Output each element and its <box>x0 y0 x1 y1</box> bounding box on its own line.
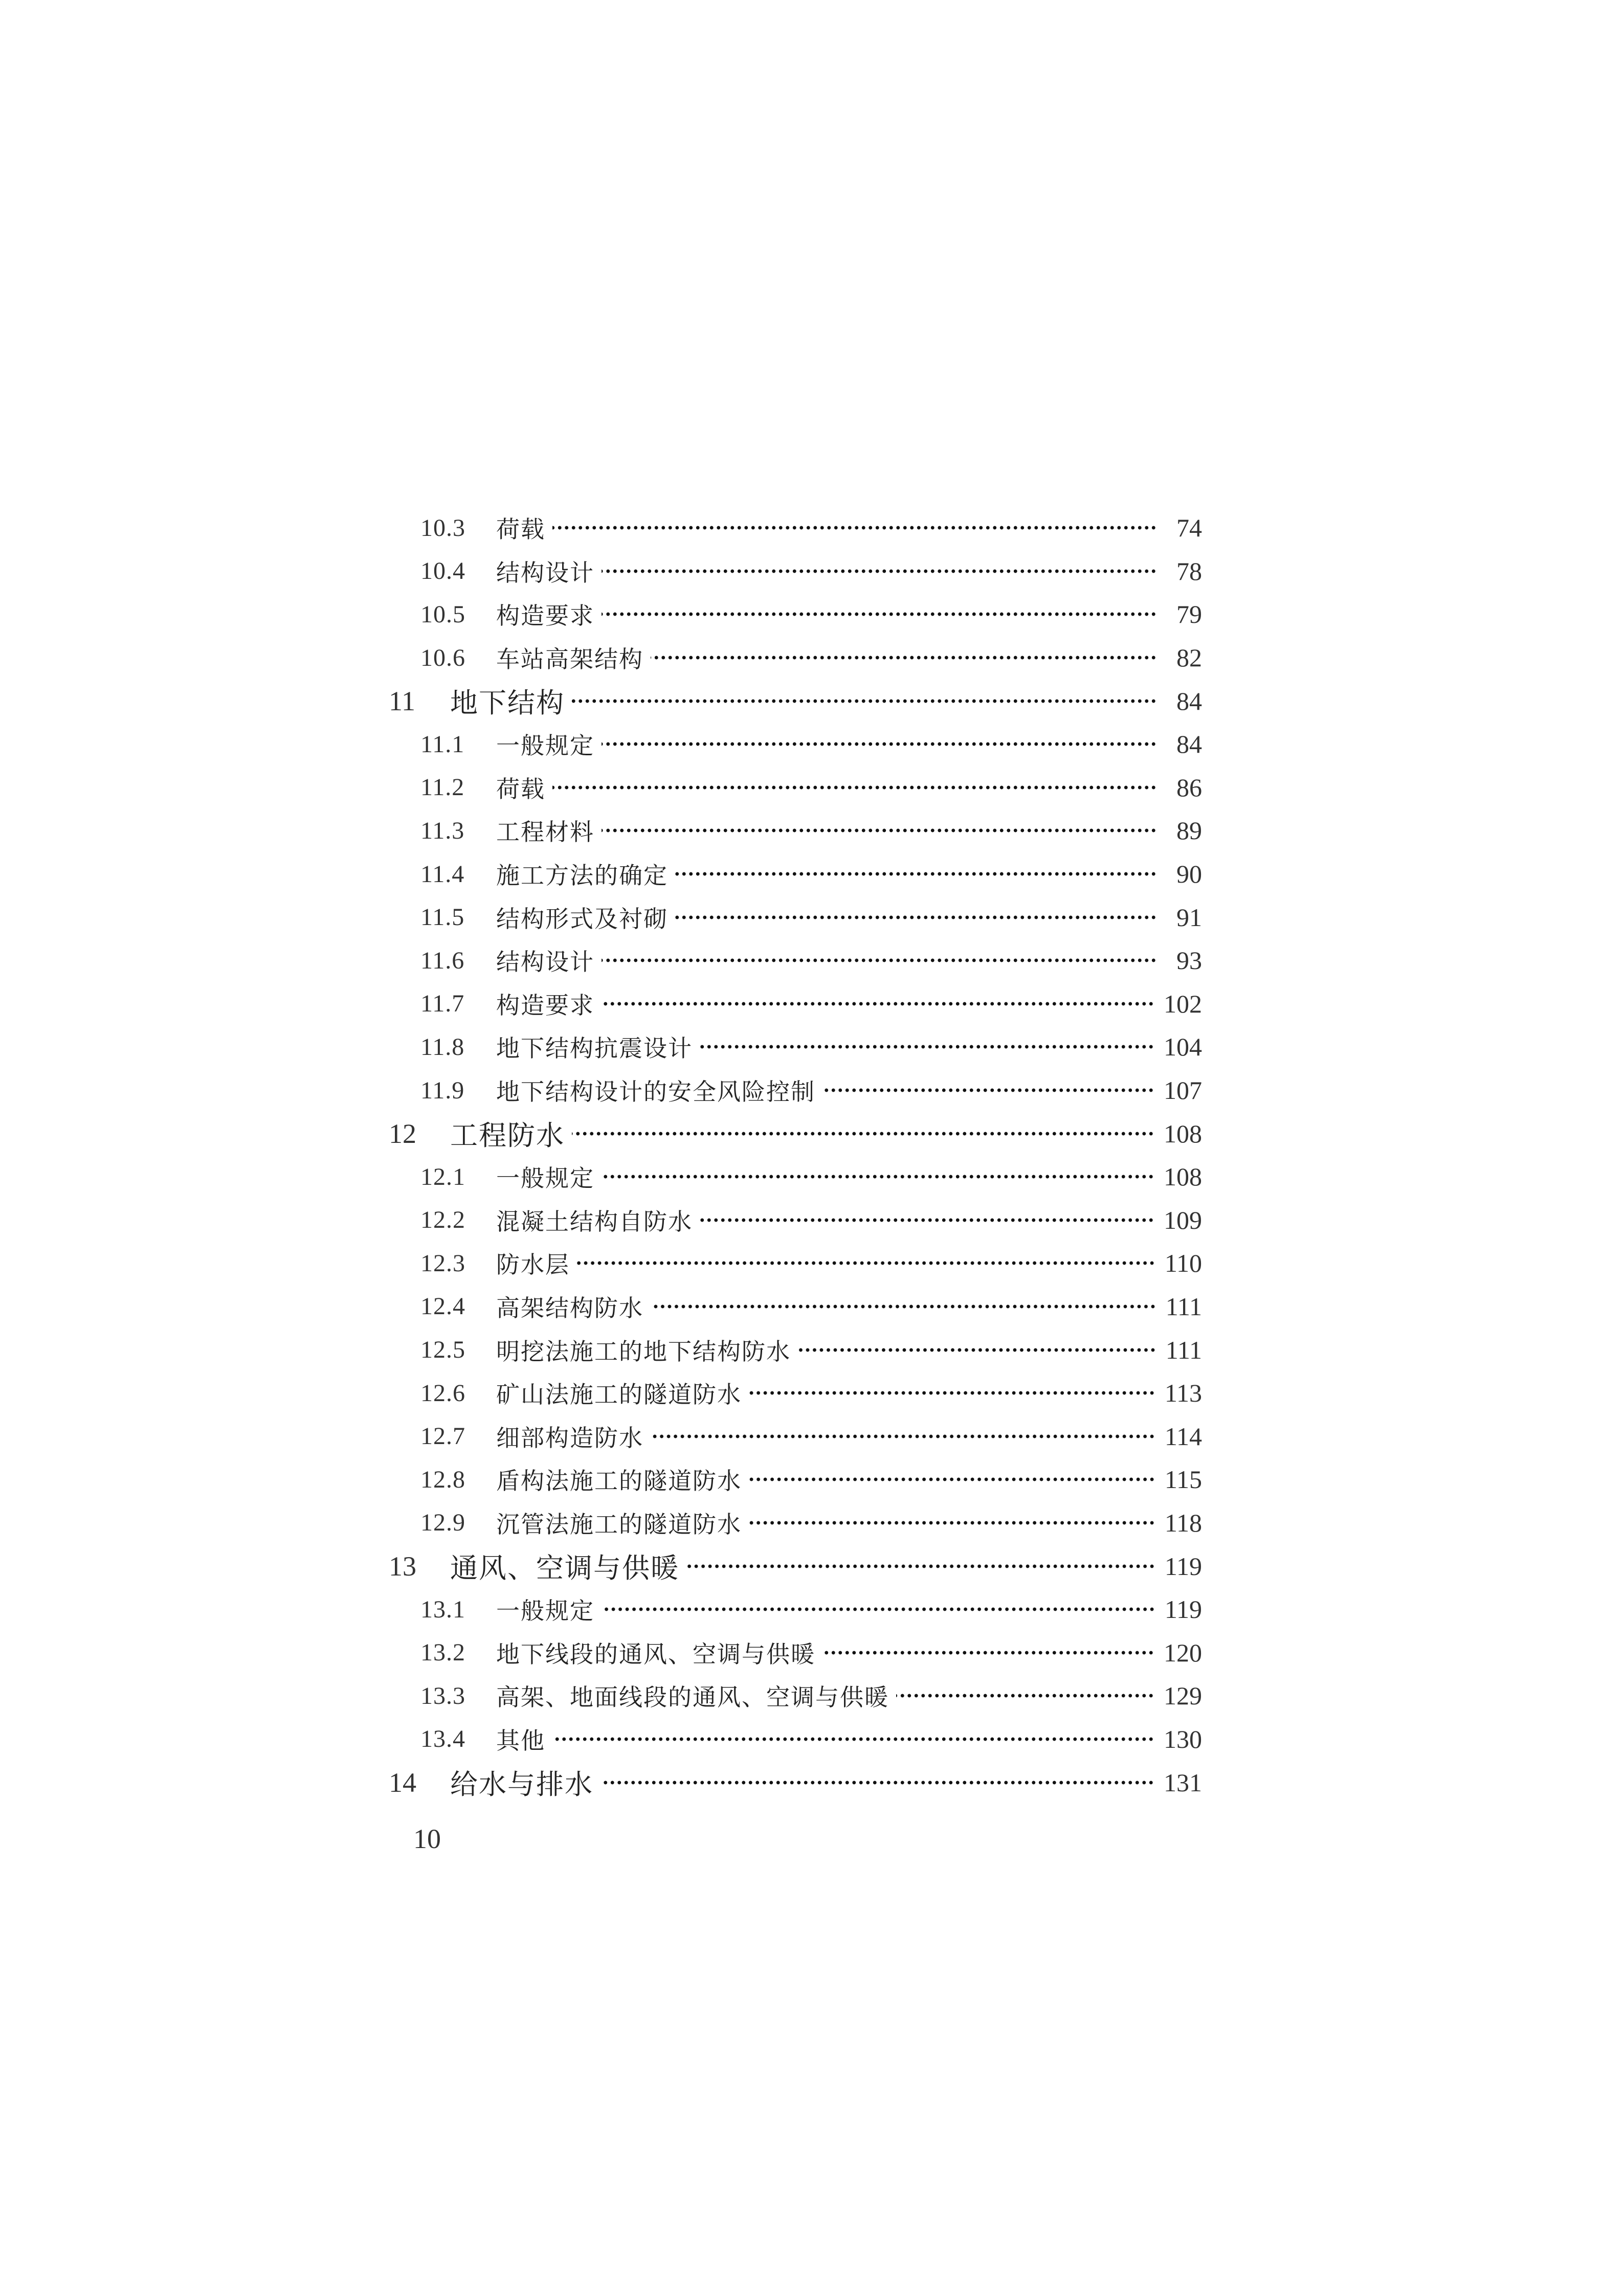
dot-leader <box>602 958 1157 963</box>
entry-title: 一般规定 <box>496 1597 594 1625</box>
entry-page: 130 <box>1164 1724 1202 1753</box>
toc-entry[interactable] <box>389 939 1202 982</box>
dot-leader <box>602 569 1157 574</box>
dot-leader <box>602 1607 1155 1612</box>
entry-page: 118 <box>1164 1508 1202 1537</box>
toc-entry[interactable] <box>389 550 1202 593</box>
chapter-title: 给水与排水 <box>450 1768 593 1801</box>
entry-title: 结构形式及衬砌 <box>496 905 668 933</box>
entry-title: 车站高架结构 <box>496 645 643 673</box>
entry-page: 84 <box>1176 730 1202 759</box>
entry-number: 11.1 <box>420 730 465 758</box>
dot-leader <box>700 1218 1154 1223</box>
entry-page: 82 <box>1176 643 1202 672</box>
dot-leader <box>749 1477 1155 1482</box>
toc-entry[interactable] <box>389 852 1202 896</box>
entry-page: 111 <box>1165 1335 1202 1364</box>
entry-page: 104 <box>1164 1032 1202 1062</box>
toc-entry[interactable] <box>389 593 1202 636</box>
entry-title: 盾构法施工的隧道防水 <box>496 1467 742 1495</box>
toc-chapter-entry[interactable] <box>389 1112 1202 1155</box>
chapter-title: 工程防水 <box>450 1119 565 1152</box>
entry-page: 115 <box>1164 1465 1202 1494</box>
entry-title: 细部构造防水 <box>496 1424 643 1452</box>
entry-title: 地下结构设计的安全风险控制 <box>496 1078 815 1106</box>
entry-page: 91 <box>1176 903 1202 932</box>
toc-entry[interactable] <box>389 982 1202 1026</box>
entry-title: 防水层 <box>496 1251 570 1279</box>
entry-number: 11.6 <box>420 947 465 974</box>
entry-number: 12.5 <box>420 1336 465 1364</box>
entry-page: 107 <box>1164 1076 1202 1105</box>
entry-number: 13.2 <box>420 1639 465 1667</box>
toc-entry[interactable] <box>389 1371 1202 1415</box>
entry-number: 11.4 <box>420 860 465 888</box>
entry-number: 11.2 <box>420 774 465 801</box>
entry-number: 10.6 <box>420 644 465 671</box>
dot-leader <box>602 612 1157 617</box>
entry-number: 12.2 <box>420 1206 465 1234</box>
toc-entry[interactable] <box>389 1069 1202 1112</box>
entry-page: 119 <box>1164 1595 1202 1624</box>
entry-number: 13.1 <box>420 1595 465 1623</box>
dot-leader <box>552 1737 1154 1742</box>
entry-number: 12.7 <box>420 1423 465 1450</box>
entry-title: 沉管法施工的隧道防水 <box>496 1510 742 1538</box>
entry-title: 地下结构抗震设计 <box>496 1034 693 1063</box>
chapter-number: 11 <box>389 685 415 716</box>
toc-chapter-entry[interactable] <box>389 679 1202 723</box>
entry-number: 11.3 <box>420 817 465 844</box>
entry-page: 93 <box>1176 946 1202 975</box>
toc-entry[interactable] <box>389 1674 1202 1718</box>
chapter-title: 地下结构 <box>450 687 565 719</box>
toc-entry[interactable] <box>389 1242 1202 1285</box>
entry-page: 89 <box>1176 816 1202 845</box>
entry-page: 74 <box>1176 513 1202 543</box>
entry-number: 10.3 <box>420 514 465 542</box>
entry-page: 119 <box>1164 1551 1202 1581</box>
dot-leader <box>822 1650 1154 1655</box>
dot-leader <box>822 1088 1154 1093</box>
entry-title: 高架、地面线段的通风、空调与供暖 <box>496 1683 889 1712</box>
dot-leader <box>686 1564 1155 1569</box>
chapter-number: 12 <box>389 1118 416 1149</box>
entry-page: 111 <box>1165 1292 1202 1321</box>
toc-entry[interactable] <box>389 895 1202 939</box>
dot-leader <box>600 1780 1154 1785</box>
toc-entry[interactable] <box>389 636 1202 680</box>
toc-entry[interactable] <box>389 1025 1202 1069</box>
dot-leader <box>675 915 1157 920</box>
toc-entry[interactable] <box>389 1155 1202 1199</box>
dot-leader <box>651 1304 1156 1309</box>
entry-title: 荷载 <box>496 515 545 544</box>
entry-title: 混凝土结构自防水 <box>496 1207 693 1235</box>
entry-number: 12.4 <box>420 1293 465 1320</box>
entry-page: 78 <box>1176 556 1202 586</box>
entry-title: 高架结构防水 <box>496 1294 643 1322</box>
entry-number: 13.4 <box>420 1725 465 1753</box>
toc-entry[interactable] <box>389 1501 1202 1545</box>
dot-leader <box>675 871 1157 876</box>
toc-entry[interactable] <box>389 809 1202 852</box>
entry-page: 113 <box>1164 1379 1202 1408</box>
entry-number: 10.5 <box>420 600 465 628</box>
entry-page: 114 <box>1164 1422 1202 1451</box>
dot-leader <box>700 1044 1154 1049</box>
entry-title: 施工方法的确定 <box>496 862 668 890</box>
entry-number: 11.8 <box>420 1033 465 1061</box>
dot-leader <box>749 1390 1155 1395</box>
dot-leader <box>602 1001 1154 1006</box>
toc-entry[interactable] <box>389 506 1202 550</box>
entry-number: 12.8 <box>420 1466 465 1493</box>
entry-number: 12.6 <box>420 1379 465 1407</box>
entry-page: 129 <box>1164 1681 1202 1710</box>
entry-title: 地下线段的通风、空调与供暖 <box>496 1640 815 1668</box>
dot-leader <box>602 741 1157 747</box>
dot-leader <box>749 1520 1155 1525</box>
toc-entry[interactable] <box>389 723 1202 766</box>
entry-page: 79 <box>1176 600 1202 629</box>
entry-title: 构造要求 <box>496 991 594 1019</box>
toc-entry[interactable] <box>389 1285 1202 1329</box>
entry-title: 工程材料 <box>496 818 594 846</box>
dot-leader <box>798 1347 1156 1353</box>
toc-entry[interactable] <box>389 1631 1202 1674</box>
entry-page: 108 <box>1164 1119 1202 1148</box>
dot-leader <box>651 655 1157 660</box>
dot-leader <box>577 1260 1155 1266</box>
entry-number: 12.1 <box>420 1163 465 1190</box>
entry-page: 108 <box>1164 1162 1202 1191</box>
dot-leader <box>572 1131 1154 1136</box>
toc-entry[interactable] <box>389 1199 1202 1242</box>
dot-leader <box>572 699 1157 704</box>
entry-number: 13.3 <box>420 1682 465 1709</box>
entry-page: 86 <box>1176 773 1202 802</box>
entry-page: 110 <box>1164 1249 1202 1278</box>
entry-title: 结构设计 <box>496 558 594 587</box>
entry-number: 11.5 <box>420 904 465 931</box>
toc-entry[interactable] <box>389 766 1202 809</box>
entry-number: 10.4 <box>420 557 465 585</box>
dot-leader <box>552 785 1157 790</box>
chapter-number: 13 <box>389 1550 416 1582</box>
toc-chapter-entry[interactable] <box>389 1761 1202 1804</box>
entry-title: 矿山法施工的隧道防水 <box>496 1381 742 1409</box>
dot-leader <box>602 828 1157 833</box>
toc-entry[interactable] <box>389 1588 1202 1631</box>
entry-title: 结构设计 <box>496 948 594 976</box>
dot-leader <box>552 525 1157 530</box>
entry-page: 84 <box>1176 686 1202 715</box>
table-of-contents <box>389 506 1202 1804</box>
entry-page: 109 <box>1164 1205 1202 1234</box>
entry-title: 其他 <box>496 1726 545 1754</box>
entry-page: 131 <box>1164 1768 1202 1797</box>
chapter-title: 通风、空调与供暖 <box>450 1552 679 1585</box>
page-number: 10 <box>413 1824 441 1854</box>
entry-title: 明挖法施工的地下结构防水 <box>496 1337 791 1365</box>
dot-leader <box>651 1434 1155 1439</box>
entry-page: 120 <box>1164 1638 1202 1667</box>
entry-page: 102 <box>1164 989 1202 1018</box>
dot-leader <box>602 1174 1154 1179</box>
toc-entry[interactable] <box>389 1328 1202 1371</box>
toc-entry[interactable] <box>389 1718 1202 1761</box>
dot-leader <box>896 1693 1154 1698</box>
entry-title: 荷载 <box>496 775 545 803</box>
entry-title: 一般规定 <box>496 1164 594 1192</box>
entry-number: 12.9 <box>420 1509 465 1537</box>
entry-number: 11.7 <box>420 990 465 1018</box>
toc-entry[interactable] <box>389 1458 1202 1501</box>
chapter-number: 14 <box>389 1767 416 1798</box>
entry-title: 构造要求 <box>496 602 594 630</box>
toc-chapter-entry[interactable] <box>389 1544 1202 1588</box>
entry-page: 90 <box>1176 860 1202 889</box>
entry-number: 12.3 <box>420 1249 465 1277</box>
entry-number: 11.9 <box>420 1076 465 1104</box>
entry-title: 一般规定 <box>496 732 594 760</box>
toc-entry[interactable] <box>389 1414 1202 1458</box>
